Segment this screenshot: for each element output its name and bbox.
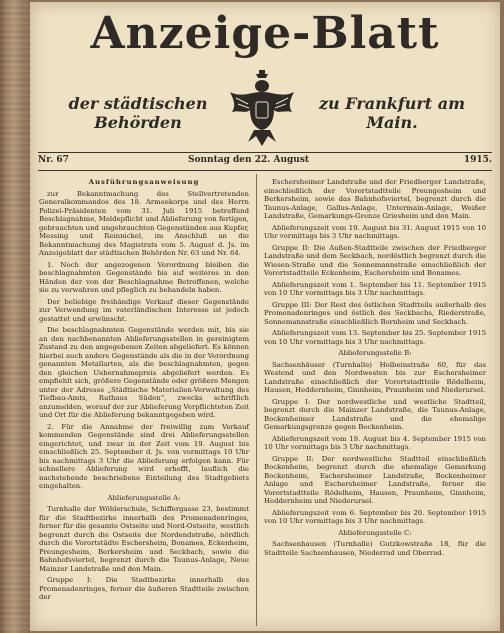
delivery-point-heading: Ablieferungsstelle A: [107,493,181,502]
paragraph: Gruppe I: Der nordwestliche und westliche Stadtteil, begrenzt durch die Mainzer Landstraße, die Taunus-Anlage, Bockenheimer Landstraße und die ehemalige Gemarkungsgrenze gegen Bockenheim. [264,397,486,431]
section-heading: Ausführungsanweisung [88,178,200,186]
right-column [264,178,486,560]
header-rule-bottom [38,170,492,171]
subtitle-right: zu Frankfurt am Main. [318,94,466,132]
newspaper-title: Anzeige-Blatt [90,8,440,59]
header-rule-top [38,152,492,153]
left-column [39,178,249,605]
paragraph: Ablieferungszeit vom 19. August bis 31. August 1915 von 10 Uhr vormittags bis 3 Uhr nachmittags. [264,223,486,240]
imperial-eagle-icon [226,70,298,150]
paragraph: zur Bekanntmachung des Stellvertretenden Generalkommandos des 18. Armeekorps und des Herrn Polizei-Präsidenten vom 31. Juli 1915 betreffend Beschlagnahme, Meldepflicht und Ablieferung von fertigen, gebrauchten und ungebrauchten Gegenständen aus Kupfer, Messing und Reinnickel, im Anschluß an die Bekanntmachung des Magistrats vom 5. August d. Js. im Anzeigeblatt der städtischen Behörden Nr. 63 und Nr. 64. [39,189,249,257]
issue-year: 1915. [463,155,492,165]
paragraph: Sachsenhäuser (Turnhalle) Holbeinstraße 60, für das Westend und den Nordwesten bis zur Eschersheimer Landstraße einschließlich der Vorortstadtteile Rödelheim, Hausen, Heddernheim, Ginnheim, Praunheim und Niederursel. [264,360,486,394]
paragraph: Ablieferungszeit vom 19. August bis 4. September 1915 von 10 Uhr vormittags bis 3 Uhr nachmittags. [264,434,486,451]
paragraph: Gruppe II: Die Außen-Stadtteile zwischen der Friedberger Landstraße und dem Seckbach, nordöstlich begrenzt durch die Wiesen-Straße und die Sonnemannstraße einschließlich der Vorortstadtteile Eckenheim, Eschersheim und Bonames. [264,243,486,277]
masthead [30,2,500,152]
paragraph: Ablieferungszeit vom 13. September bis 25. September 1915 von 10 Uhr vormittags bis 3 Uhr nachmittags. [264,329,486,346]
delivery-point-heading: Ablieferungsstelle C: [338,528,412,537]
paragraph: Turnhalle der Wöhlerschule, Schiffergasse 23, bestimmt für die Stadtbezirke innerhalb des Promenadenringes, ferner für die gesamte Ostseite und Nord-Ostseite, westlich begrenzt durch die Ostseite der Nordendstraße, nördlich durch die Vorortstädte Eschersheim, Bonames, Eckenheim, Preungesheim, Berkersheim und Seckbach, sowie die Bahnhofsviertel, begrenzt durch die Taunus-Anlage, Neue Mainzer Landstraße und den Main. [39,505,249,573]
issue-meta-bar [38,155,492,169]
paragraph: Der beliebige freihändige Verkauf dieser Gegenstände zur Verwendung im vaterländischen Interesse ist jedoch gestattet und erwünscht. [39,297,249,323]
paragraph: Gruppe II: Der nordwestliche Stadtteil einschließlich Bockenheim, begrenzt durch die ehemalige Gemarkung Bockenheim, Eschersheimer Landstraße, Bockenheimer Anlage und Eschersheimer Landstraße, ferner die Vorortstadtteile Rödelheim, Hausen, Praunheim, Ginnheim, Heddernheim und Niederursel. [264,454,486,505]
paragraph: Ablieferungszeit vom 1. September bis 11. September 1915 von 10 Uhr vormittags bis 3 Uhr nachmittags. [264,280,486,297]
subtitle-left: der städtischen Behörden [68,94,208,132]
book-binding [0,0,30,633]
paragraph: Gruppe I: Die Stadtbezirke innerhalb des Promenadenringes, ferner die äußeren Stadtteile zwischen der [39,576,249,601]
paragraph: 2. Für die Annahme der freiwillig zum Verkauf kommenden Gegenstände sind drei Ablieferungsstellen eingerichtet, und zwar in der Zeit vom 19. August bis einschließlich 25. September d. Js. von vormittags 10 Uhr bis nachmittags 3 Uhr die Ablieferung erfolgen kann. Für schnellere Ablieferung wird erhofft, lauflich die nachstehende beschriebene Einteilung des Stadtgebiets eingehalten. [39,422,249,490]
paragraph: 1. Noch der angezogenen Verordnung bleiben die beschlagnahmten Gegenstände bis auf weiteres in den Händen der von der Beschlagnahme Betroffenen, welche sie zu verwahren und pfleglich zu behandeln haben. [39,260,249,294]
paragraph: Sachsenhausen (Turnhalle) Gutzkowstraße 18, für die Stadtteile Sachsenhausen, Niederrad und Oberrad. [264,540,486,557]
issue-date: Sonntag den 22. August [188,155,310,165]
paragraph: Gruppe III: Der Rest des östlichen Stadtteils außerhalb des Promenadenringes und östlich des Seckbachs, Riederstraße, Sonnemannstraße einschließlich Bornheim und Seckbach. [264,300,486,326]
column-separator [256,174,257,626]
delivery-point-heading: Ablieferungsstelle B: [338,349,412,357]
paragraph: Ablieferungszeit vom 6. September bis 20. September 1915 von 10 Uhr vormittags bis 3 Uhr nachmittags. [264,508,486,525]
paragraph: Die beschlagnahmten Gegenstände werden mit, bis sie an den nachbenannten Ablieferungsstellen in gereinigtem Zustand zu den angegebenen Zeiten abgeliefert. Es können hierbei auch andere Gegenstände als die in der Verordnung genannten Metallarten, als die beschlagnahmten, gegen den gleichen Uebernahmepreis abgeliefert werden. Es empfiehlt sich, größere Gegenstände oder größere Mengen unter der Adresse „Städtische Materialien-Verwaltung des Tiefbau-Amts, Rathaus Süden“, zwecks schriftlich anzumelden, worauf der zur Ablieferung Verpflichteten Zeit und Ort für die Ablieferung bekanntgegeben wird. [39,326,249,419]
newspaper-page [30,2,500,631]
paragraph: Eschersheimer Landstraße und der Friedberger Landstraße, einschließlich der Vorortstadtteile Preungesheim und Berkersheim, sowie das Bahnhofsviertel, begrenzt durch die Taunus-Anlage, Gallus-Anlage, Untermain-Anlage, Weißer Landstraße, Gemarkungs-Grenze Griesheim und den Main. [264,178,486,220]
issue-number: Nr. 67 [38,155,69,165]
